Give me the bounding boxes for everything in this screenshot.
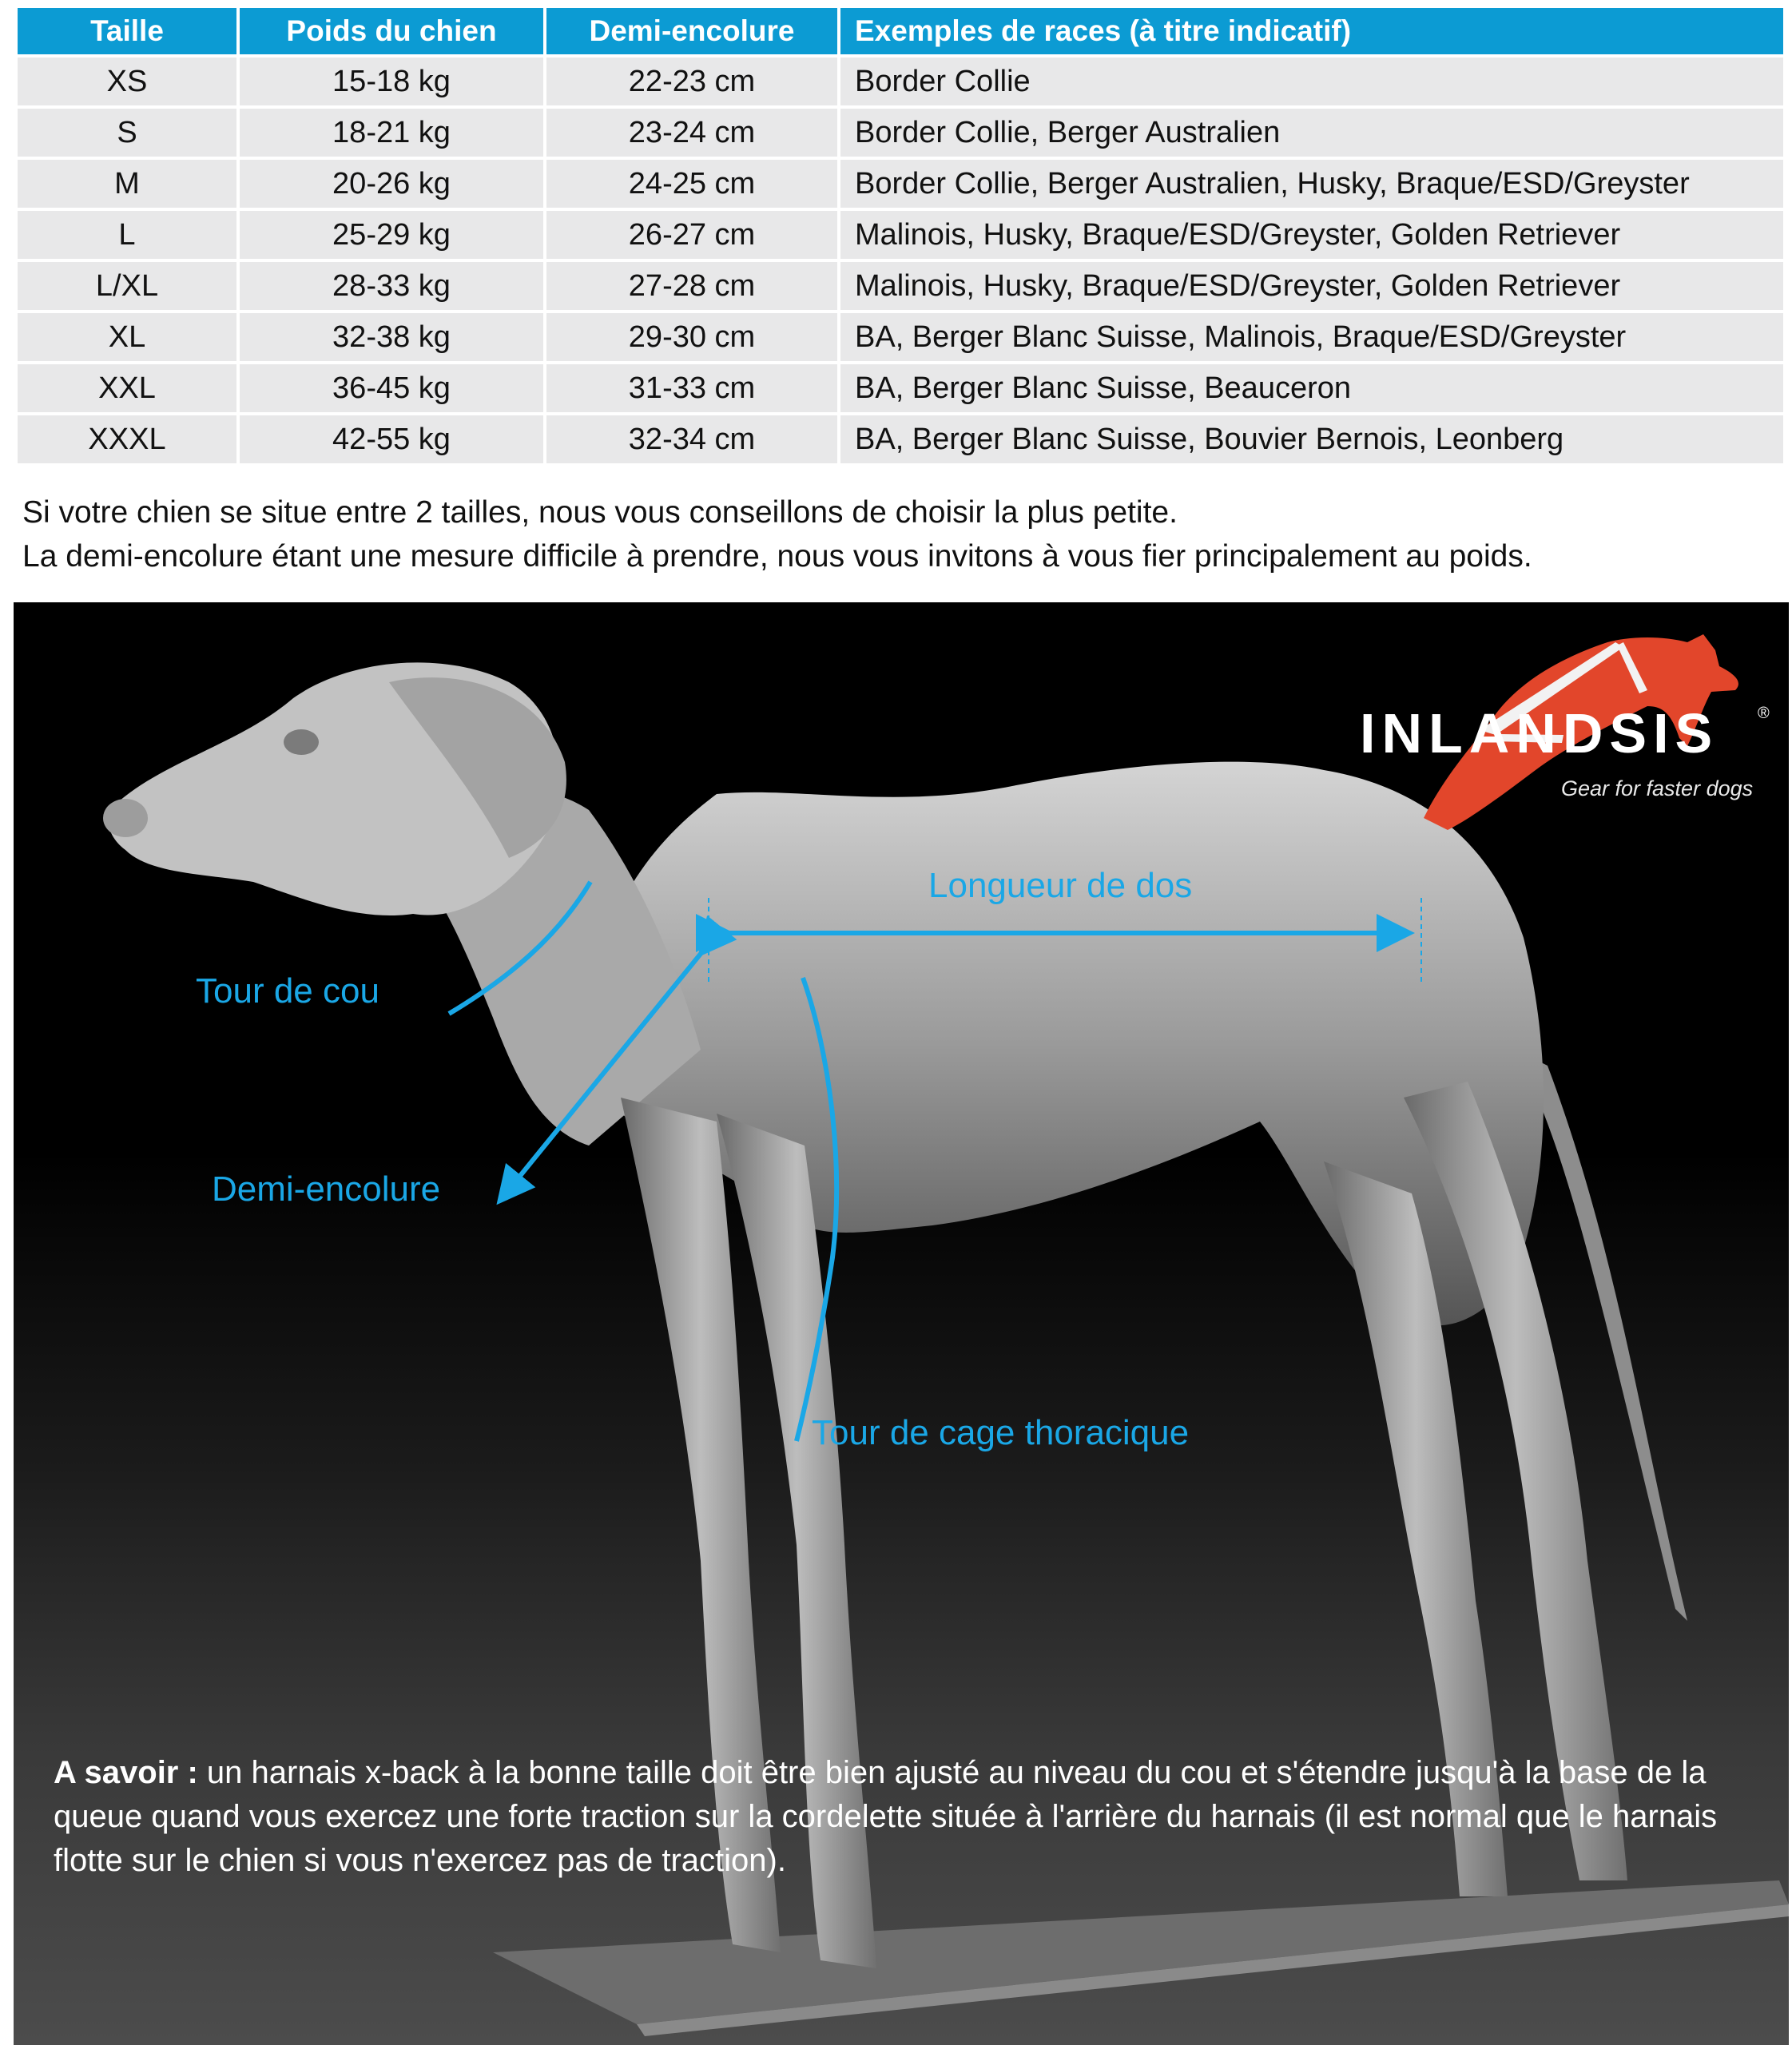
cell-half-neck: 32-34 cm [546,415,837,463]
sizing-note-between-sizes: Si votre chien se situe entre 2 tailles, nous vous conseillons de choisir la plus petite. [22,495,1178,530]
cell-weight: 18-21 kg [240,109,543,157]
cell-half-neck: 27-28 cm [546,262,837,310]
cell-weight: 25-29 kg [240,211,543,259]
cell-breeds: Malinois, Husky, Braque/ESD/Greyster, Golden Retriever [840,262,1783,310]
cell-half-neck: 23-24 cm [546,109,837,157]
table-row [18,262,1783,310]
cell-weight: 42-55 kg [240,415,543,463]
table-row [18,160,1783,208]
brand-name: INLANDSIS [1360,702,1719,764]
header-half-neck: Demi-encolure [546,8,837,54]
label-half-neck: Demi-encolure [212,1169,441,1209]
cell-size: XL [18,313,236,361]
harness-fit-note-text: un harnais x-back à la bonne taille doit être bien ajusté au niveau du cou et s'étendre jusqu'à la base de la queue quand vous exercez une forte traction sur la cordelette située à l'arrière du harnais (il est normal que le harnais flotte sur le chien si vous n'exercez pas de traction). [54,1755,1718,1878]
cell-breeds: BA, Berger Blanc Suisse, Bouvier Bernois, Leonberg [840,415,1783,463]
cell-size: L/XL [18,262,236,310]
cell-size: XXL [18,364,236,412]
cell-size: XXXL [18,415,236,463]
cell-half-neck: 26-27 cm [546,211,837,259]
cell-breeds: Border Collie [840,58,1783,105]
cell-weight: 20-26 kg [240,160,543,208]
cell-size: S [18,109,236,157]
cell-half-neck: 31-33 cm [546,364,837,412]
dog-anatomy-illustration [14,602,1789,2045]
brand-logo [1360,618,1775,842]
cell-breeds: BA, Berger Blanc Suisse, Malinois, Braque/ESD/Greyster [840,313,1783,361]
table-row [18,415,1783,463]
cell-breeds: BA, Berger Blanc Suisse, Beauceron [840,364,1783,412]
cell-half-neck: 29-30 cm [546,313,837,361]
size-table [14,5,1786,467]
table-row [18,58,1783,105]
cell-weight: 32-38 kg [240,313,543,361]
header-size: Taille [18,8,236,54]
cell-weight: 15-18 kg [240,58,543,105]
brand-tagline: Gear for faster dogs [1561,776,1754,800]
table-row [18,109,1783,157]
sizing-note-half-neck: La demi-encolure étant une mesure difficile à prendre, nous vous invitons à vous fier principalement au poids. [22,539,1532,574]
cell-breeds: Malinois, Husky, Braque/ESD/Greyster, Golden Retriever [840,211,1783,259]
cell-half-neck: 22-23 cm [546,58,837,105]
cell-half-neck: 24-25 cm [546,160,837,208]
header-weight: Poids du chien [240,8,543,54]
table-row [18,313,1783,361]
platform [493,1880,1789,2024]
label-back-length: Longueur de dos [928,866,1193,905]
cell-size: XS [18,58,236,105]
cell-breeds: Border Collie, Berger Australien [840,109,1783,157]
harness-fit-note-lead: A savoir : [54,1755,198,1790]
cell-weight: 28-33 kg [240,262,543,310]
cell-size: M [18,160,236,208]
header-breeds: Exemples de races (à titre indicatif) [840,8,1783,54]
harness-fit-note [54,1751,1747,1883]
table-row [18,364,1783,412]
registered-mark: ® [1758,705,1770,722]
table-header-row [18,8,1783,54]
cell-breeds: Border Collie, Berger Australien, Husky, Braque/ESD/Greyster [840,160,1783,208]
dog-eye [284,729,319,755]
label-chest-girth: Tour de cage thoracique [812,1413,1190,1452]
table-row [18,211,1783,259]
label-neck-girth: Tour de cou [196,971,379,1011]
cell-weight: 36-45 kg [240,364,543,412]
dog-nose [103,799,148,837]
cell-size: L [18,211,236,259]
